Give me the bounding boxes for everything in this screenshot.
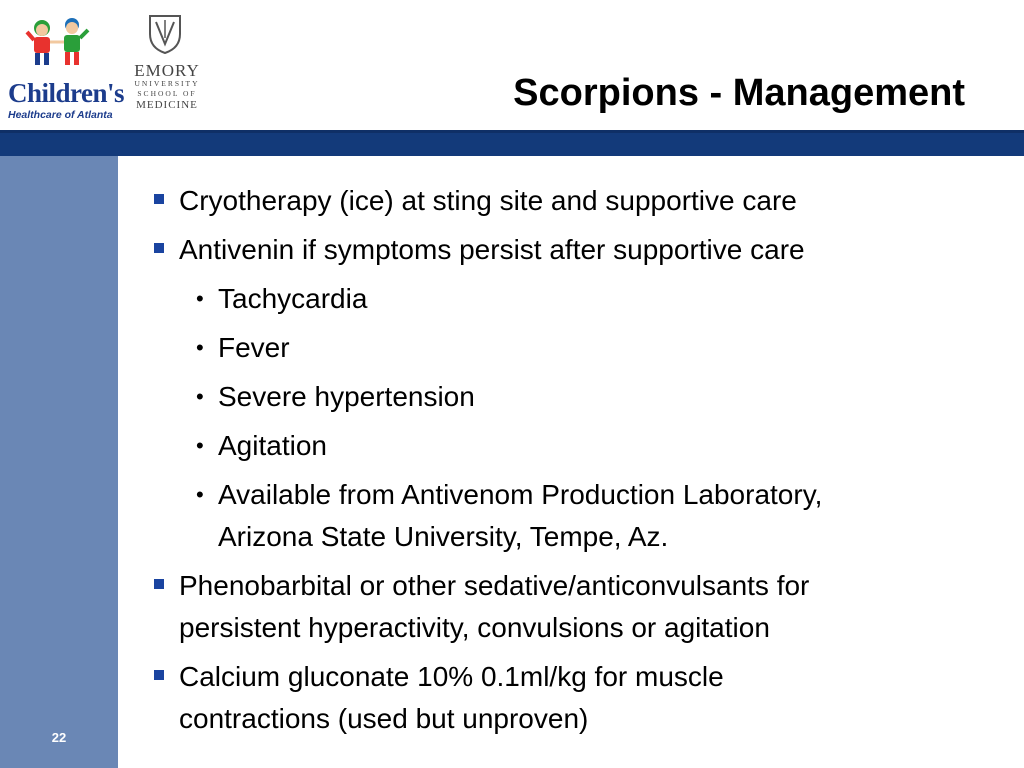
childrens-logo: [0, 12, 130, 121]
square-bullet-icon: [154, 194, 164, 204]
childrens-subtitle: Healthcare of Atlanta: [8, 109, 113, 121]
emory-shield-icon: [148, 14, 182, 54]
bullet-item: [154, 229, 984, 271]
sub-bullet-item: [192, 474, 984, 558]
emory-line1: EMORY: [134, 61, 200, 80]
slide-content: [154, 180, 984, 747]
dot-bullet-icon: •: [196, 433, 204, 458]
bullet-item: [154, 656, 984, 740]
childrens-wordmark: Children's: [8, 78, 125, 108]
square-bullet-icon: [154, 243, 164, 253]
bullet-text-line2: persistent hyperactivity, convulsions or agitation: [179, 612, 770, 643]
childrens-kids-icon: [0, 12, 130, 72]
slide-number: 22: [51, 730, 67, 745]
bullet-text-line1: Calcium gluconate 10% 0.1ml/kg for muscle: [179, 661, 724, 692]
bullet-text: Antivenin if symptoms persist after supportive care: [179, 234, 805, 265]
emory-logo-text: [134, 62, 200, 112]
left-sidebar: [0, 156, 118, 768]
dot-bullet-icon: •: [196, 384, 204, 409]
sub-bullet-text: Agitation: [218, 430, 327, 461]
sub-bullet-item: [192, 278, 984, 320]
sub-bullet-item: [192, 425, 984, 467]
sub-bullet-text-line2: Arizona State University, Tempe, Az.: [218, 521, 669, 552]
dot-bullet-icon: •: [196, 335, 204, 360]
bullet-text-line2: contractions (used but unproven): [179, 703, 589, 734]
header-band: [0, 130, 1024, 156]
slide-header: [0, 0, 1024, 130]
bullet-text: Cryotherapy (ice) at sting site and supportive care: [179, 185, 797, 216]
bullet-item: [154, 565, 984, 649]
sub-bullet-text-line1: Available from Antivenom Production Laboratory,: [218, 479, 823, 510]
sub-bullet-text: Tachycardia: [218, 283, 368, 314]
bullet-item: [154, 180, 984, 222]
square-bullet-icon: [154, 670, 164, 680]
sub-bullet-text: Severe hypertension: [218, 381, 475, 412]
bullet-text-line1: Phenobarbital or other sedative/anticonvulsants for: [179, 570, 810, 601]
dot-bullet-icon: •: [196, 482, 204, 507]
emory-line3: SCHOOL OF: [137, 89, 197, 98]
sub-bullet-item: [192, 376, 984, 418]
emory-line2: UNIVERSITY: [134, 79, 200, 88]
dot-bullet-icon: •: [196, 286, 204, 311]
header-band-line: [0, 130, 1024, 133]
square-bullet-icon: [154, 579, 164, 589]
sub-bullet-item: [192, 327, 984, 369]
sub-bullet-text: Fever: [218, 332, 290, 363]
slide-title: Scorpions - Management: [513, 72, 965, 114]
emory-line4: MEDICINE: [136, 99, 198, 111]
